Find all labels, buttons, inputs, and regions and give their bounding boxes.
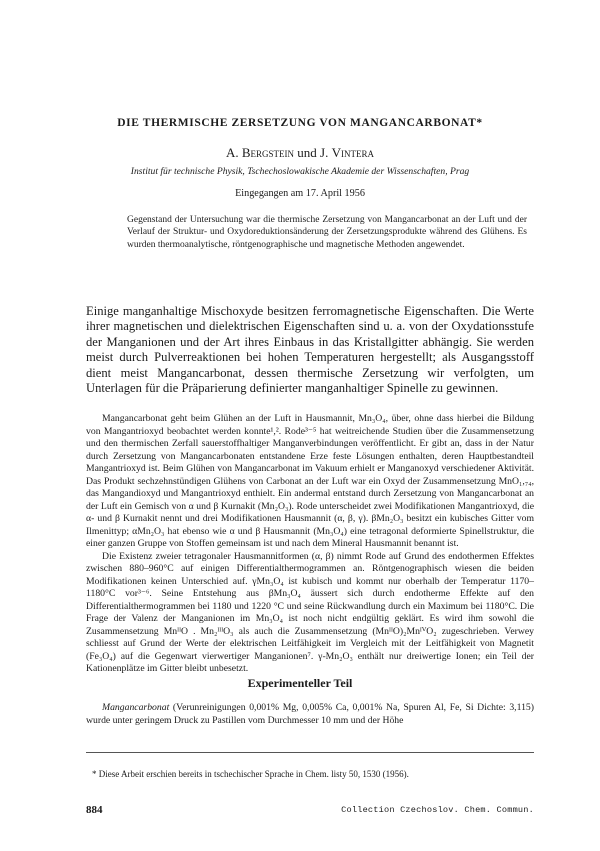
body-paragraph-1: Mangancarbonat geht beim Glühen an der Luft in Hausmannit, Mn₃O₄, über, ohne dass hierbei die Bildung von Mangantrioxyd beobachtet werden konnte¹,². Rode³⁻⁵ hat weitreichende Studien über die Zusammensetzung und den thermischen Zerfall sauerstoffhaltiger Manganverbindungen veröffentlicht. Er gibt an, dass in der Natur durch Zersetzung von Mangancarbonaten entstandene Erze feste Lösungen enthalten, deren Hauptbestandteil Mangantrioxyd ist. Beim Glühen von Mangancarbonat im Vakuum erhielt er Manganoxyd verschiedener Aktivität. Das Produkt sechzehnstündigen Glühens von Carbonat an der Luft war ein Oxyd der Zusammensetzung MnO₁,₇₄, das Mangandioxyd und Mangantrioxyd enthielt. Ein andermal entstand durch Zersetzung von Mangancarbonat an der Luft ein Gemisch von α und β Kurnakit (Mn₂O₃). Rode unterscheidet zwei Modifikationen Mangantrioxyd, die α- und β Kurnakit nennt und drei Modifikationen Hausmannit (α, β, γ). βMn₂O₃ besitzt ein kubisches Gitter vom Ilmenittyp; αMn₂O₃ hat ebenso wie α und β Hausmannit (Mn₃O₄) eine tetragonal deformierte Spinellstruktur, die einer ganzen Gruppe von Stoffen gemeinsam ist und nach dem Mineral Hausmannit benannt ist. xyxy=(86,413,534,549)
author-2-name: Vintera xyxy=(331,145,374,160)
article-title: DIE THERMISCHE ZERSETZUNG VON MANGANCARBONAT* xyxy=(117,117,483,129)
experimental-label: Mangancarbonat xyxy=(102,702,170,713)
experimental-text: (Verunreinigungen 0,001% Mg, 0,005% Ca, 0,001% Na, Spuren Al, Fe, Si Dichte: 3,115) wurde unter geringem Druck zu Pastillen vom Durchmesser 10 mm und der Höhe xyxy=(86,702,534,726)
body-text xyxy=(86,413,534,676)
author-1-name: Bergstein xyxy=(241,145,295,160)
footnote: * Diese Arbeit erschien bereits in tschechischer Sprache in Chem. listy 50, 1530 (1956). xyxy=(92,769,409,779)
received-date: Eingegangen am 17. April 1956 xyxy=(235,188,365,199)
experimental-paragraph xyxy=(86,702,534,727)
section-heading: Experimenteller Teil xyxy=(247,676,353,690)
author-2-initial: J. xyxy=(320,145,332,160)
author-1-initial: A. xyxy=(225,145,242,160)
body-paragraph-2: Die Existenz zweier tetragonaler Hausmannitformen (α, β) nimmt Rode auf Grund des endothermen Effektes zwischen 880–960°C auf einigen Differentialthermogrammen an. Röntgenographisch wiesen die beiden Modifikationen keinen Unterschied auf. γMn₃O₄ ist kubisch und kommt nur oberhalb der Temperatur 1170–1180°C vor³⁻⁶. Seine Entstehung aus βMn₃O₄ äussert sich durch endotherme Effekte auf den Differentialthermogrammen bei 1180 und 1220 °C und seine Rückwandlung durch ein Maximum bei 1180°C. Die Frage der Valenz der Manganionen im Mn₃O₄ ist noch nicht endgültig geklärt. Es wird ihm sowohl die Zusammensetzung MnᴵᴵO . Mn₂ᴵᴵᴵO₃ als auch die Zusammensetzung (MnᴵᴵO)₂MnᴵⱽO₂ zugeschrieben. Verwey schliesst auf Grund der Werte der elektrischen Leitfähigkeit im Vergleich mit der Leitfähigkeit von Magnetit (Fe₃O₄) auf die Gegenwart vierwertiger Manganionen⁷. γ-Mn₂O₃ enthält nur dreiwertige Ionen; ein Teil der Kationenplätze im Gitter bleibt unbesetzt. xyxy=(86,550,534,674)
page-number: 884 xyxy=(86,804,103,816)
author-conjunction: und xyxy=(294,145,321,160)
abstract: Gegenstand der Untersuchung war die thermische Zersetzung von Mangancarbonat an der Luft und der Verlauf der Struktur- und Oxydoreduktionsänderung der Zersetzungsprodukte während des Glühens. Es wurden thermoanalytische, röntgenographische und magnetische Methoden angewendet. xyxy=(127,215,527,250)
affiliation: Institut für technische Physik, Tschechoslowakische Akademie der Wissenschaften, Prag xyxy=(130,166,470,177)
journal-name: Collection Czechoslov. Chem. Commun. xyxy=(341,805,534,815)
intro-paragraph: Einige manganhaltige Mischoxyde besitzen ferromagnetische Eigenschaften. Die Werte ihrer magnetischen und dielektrischen Eigenschaften sind u. a. von der Oxydationsstufe der Manganionen und der Art ihres Einbaus in das Kristallgitter abhängig. Sie werden meist durch Pulverreaktionen bei hohen Temperaturen hergestellt; als Ausgangsstoff dient meist Mangancarbonat, dessen thermische Zersetzung wir verfolgten, um Unterlagen für die Präparierung definierter manganhaltiger Spinelle zu gewinnen. xyxy=(86,304,534,396)
authors xyxy=(0,145,600,161)
footnote-divider xyxy=(86,752,534,753)
